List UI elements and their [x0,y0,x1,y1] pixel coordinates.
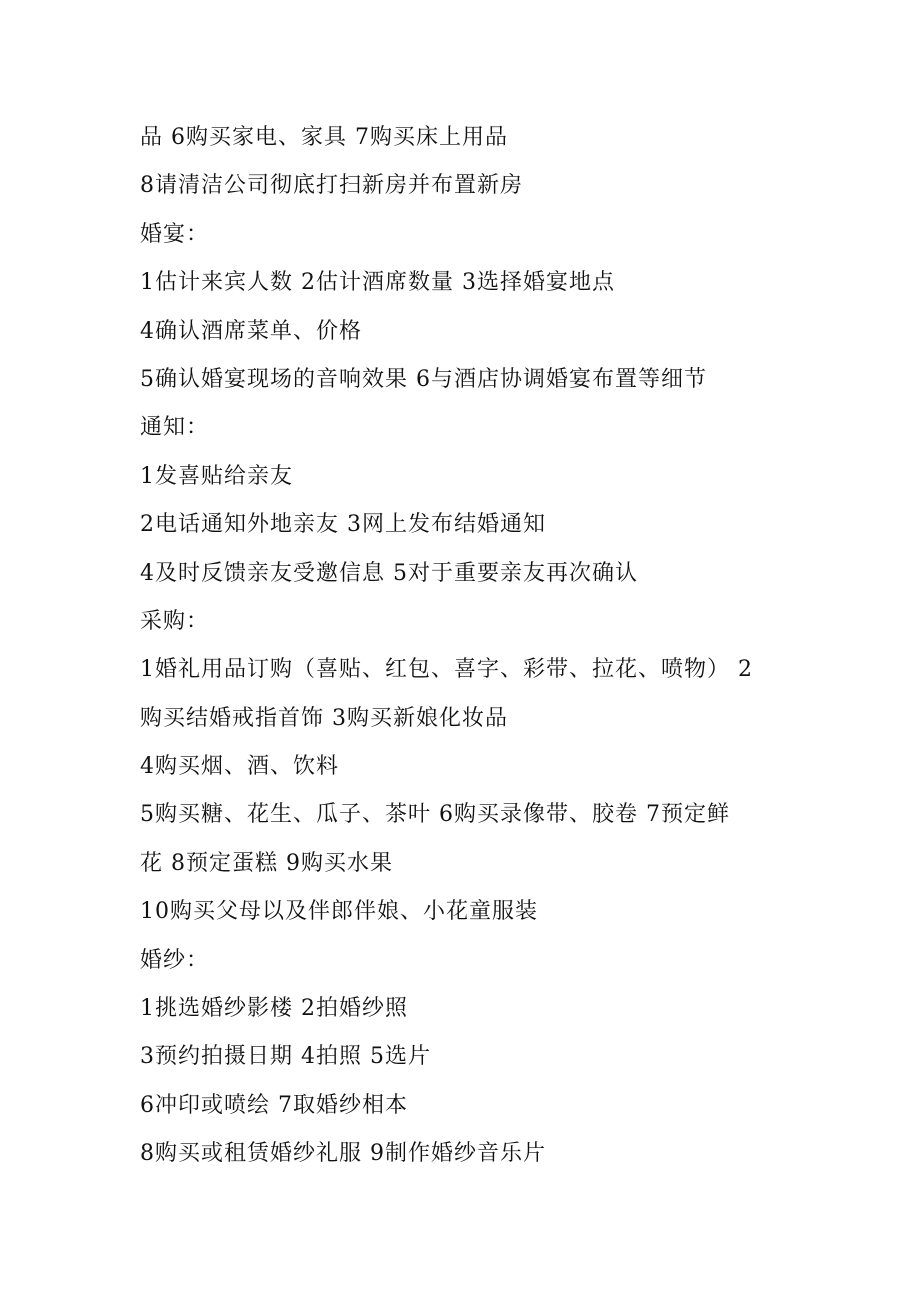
text-line: 花 8预定蛋糕 9购买水果 [140,850,393,876]
section-heading-banquet: 婚宴： [140,221,210,247]
text-line: 6冲印或喷绘 7取婚纱相本 [140,1092,408,1118]
section-heading-wedding-photo: 婚纱： [140,947,210,973]
text-line: 8请清洁公司彻底打扫新房并布置新房 [140,173,523,199]
text-line: 4购买烟、酒、饮料 [140,754,339,780]
text-line: 3预约拍摄日期 4拍照 5选片 [140,1044,431,1070]
text-line: 8购买或租赁婚纱礼服 9制作婚纱音乐片 [140,1141,546,1167]
text-line: 4确认酒席菜单、价格 [140,318,362,344]
text-line: 2电话通知外地亲友 3网上发布结婚通知 [140,512,546,538]
text-line: 4及时反馈亲友受邀信息 5对于重要亲友再次确认 [140,560,638,586]
section-heading-notice: 通知： [140,415,210,441]
text-line: 购买结婚戒指首饰 3购买新娘化妆品 [140,705,508,731]
text-line: 1婚礼用品订购（喜贴、红包、喜字、彩带、拉花、喷物） 2 [140,657,753,683]
text-line: 1估计来宾人数 2估计酒席数量 3选择婚宴地点 [140,270,615,296]
text-line: 品 6购买家电、家具 7购买床上用品 [140,125,508,150]
section-heading-purchase: 采购： [140,608,210,634]
text-line: 1挑选婚纱影楼 2拍婚纱照 [140,996,408,1022]
text-line: 1发喜贴给亲友 [140,463,293,489]
text-line: 5确认婚宴现场的音响效果 6与酒店协调婚宴布置等细节 [140,366,707,392]
text-line: 5购买糖、花生、瓜子、茶叶 6购买录像带、胶卷 7预定鲜 [140,802,730,828]
document-body [140,114,800,1179]
text-line: 10购买父母以及伴郎伴娘、小花童服装 [140,899,538,925]
